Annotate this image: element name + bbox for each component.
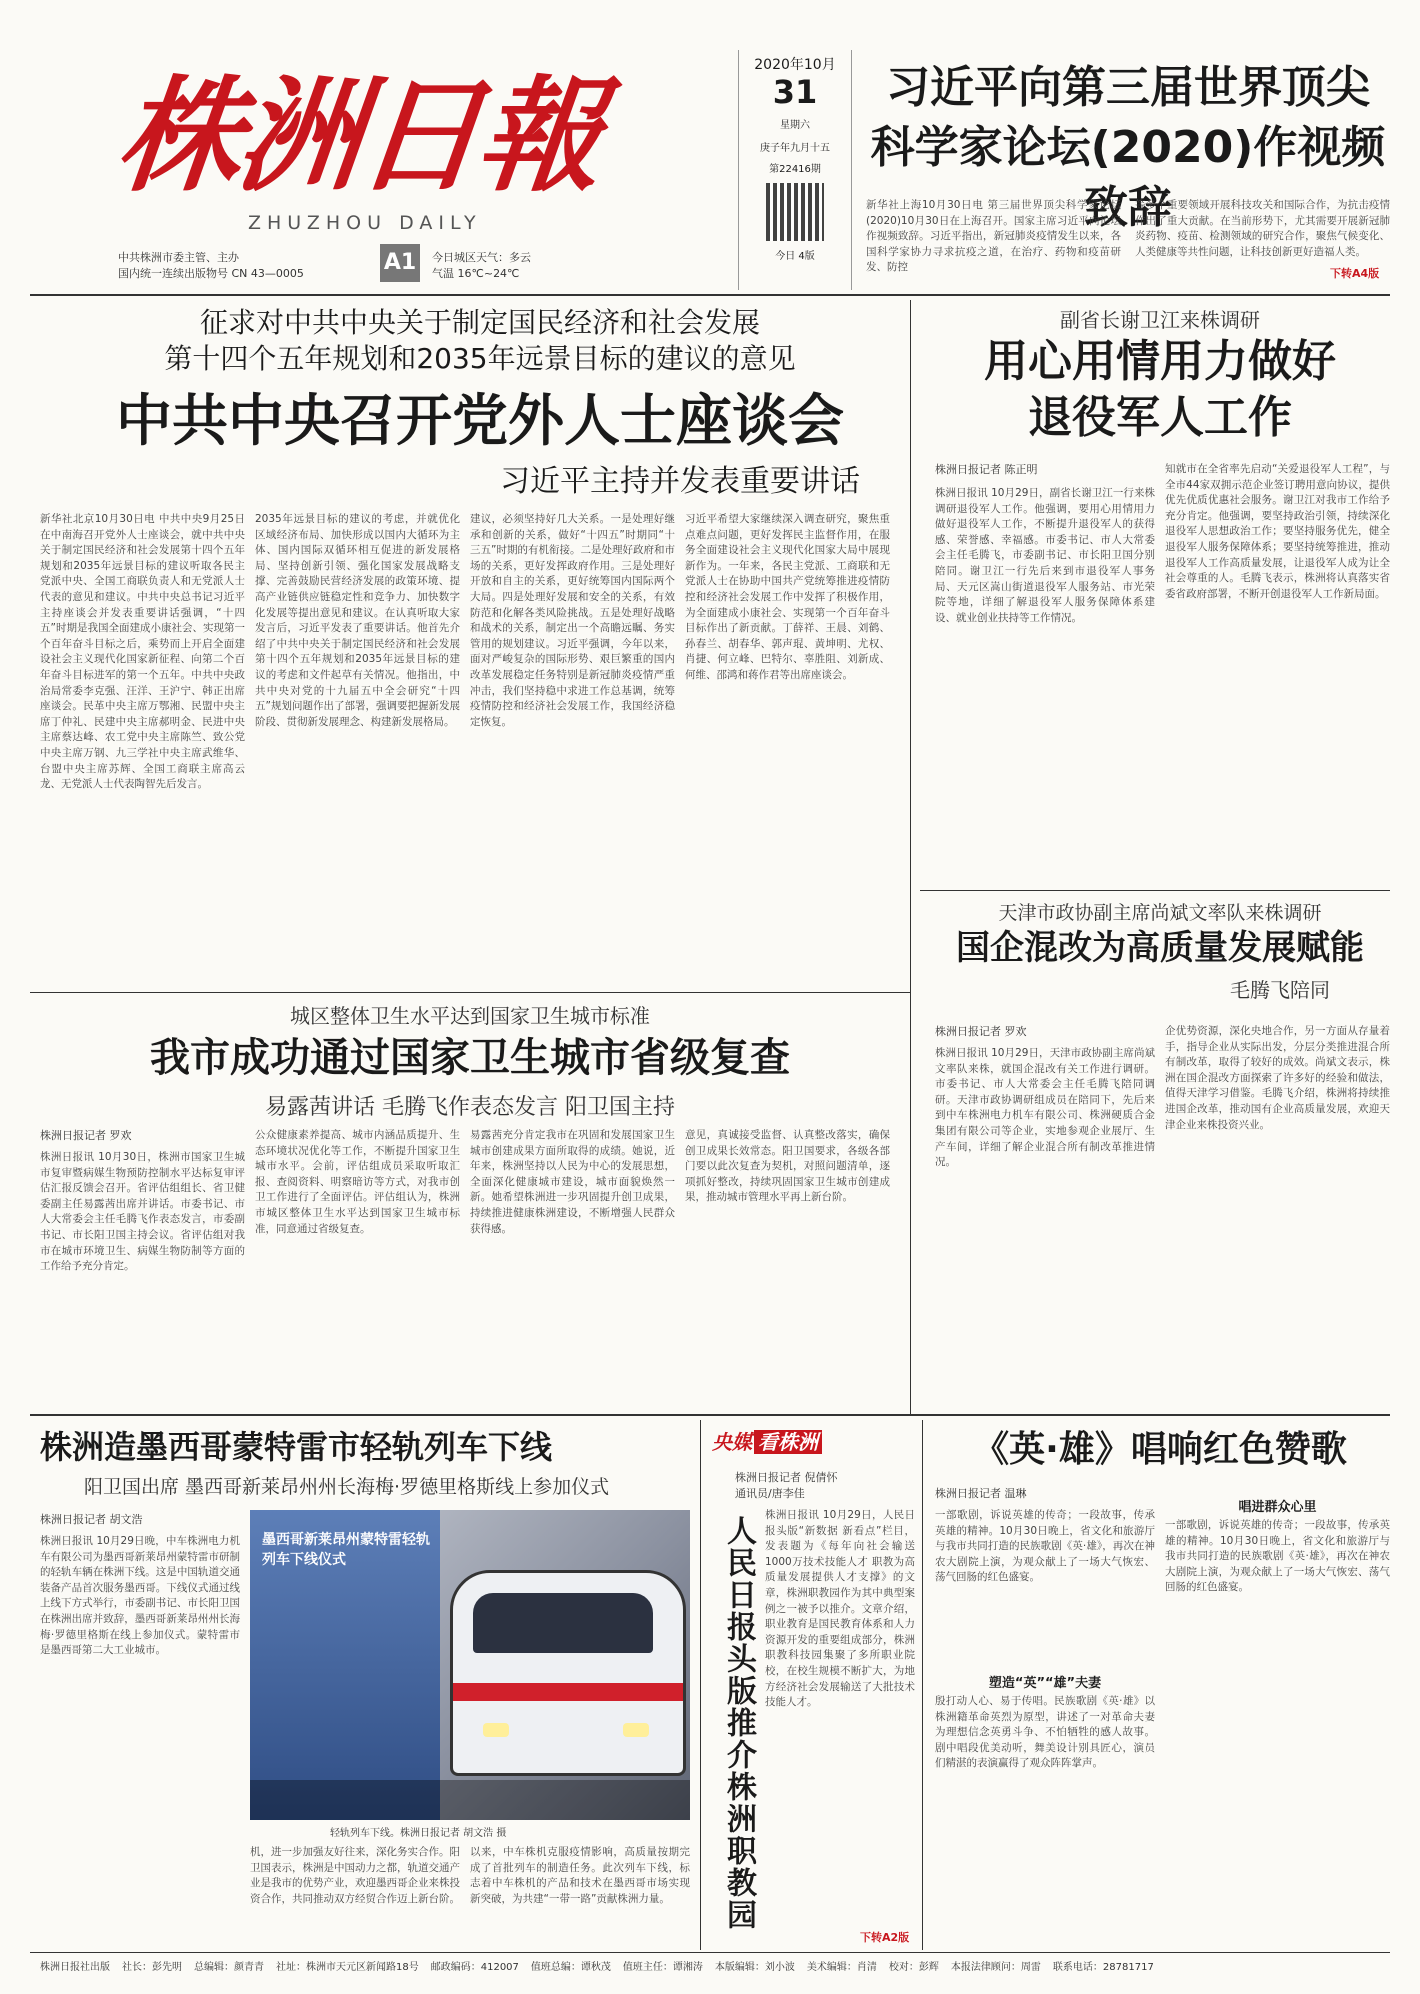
tram-headline: 株洲造墨西哥蒙特雷市轻轨列车下线 xyxy=(40,1428,553,1466)
top-story-col1: 新华社上海10月30日电 第三届世界顶尖科学家论坛(2020)10月30日在上海召开。国家主席习近平向论坛作视频致辞。习近平指出，新冠肺炎疫情发生以来，各国科学家协力寻求抗疫之道，在治疗、药物和疫苗研发、防控 xyxy=(866,199,1121,274)
footer-phone: 联系电话：28781717 xyxy=(1052,1962,1154,1973)
veterans-headline-line2: 退役军人工作 xyxy=(1028,392,1292,443)
lunar-date: 庚子年九月十五 xyxy=(760,143,830,154)
tram-photo-caption: 轻轨列车下线。株洲日报记者 胡文浩 摄 xyxy=(330,1828,507,1839)
health-byline: 株洲日报记者 罗欢 xyxy=(40,1129,132,1142)
people-logo xyxy=(712,1426,822,1455)
main-col4: 习近平希望大家继续深入调查研究，聚焦重点难点问题，更好发挥民主监督作用，在服务全面建设社会主义现代化国家大局中展现新作为。一年来，各民主党派、工商联和无党派人士在协助中国共产党统筹推进疫情防控和经济社会发展工作中发挥了积极作用，为全面建成小康社会、实现第一个百年奋斗目标作出了新贡献。丁薛祥、王晨、刘鹤、孙春兰、胡春华、郭声琨、黄坤明、尤权、肖捷、何立峰、巴特尔、辜胜阻、刘新成、何维、邵鸿和蒋作君等出席座谈会。 xyxy=(685,513,890,681)
soe-subhead: 毛腾飞陪同 xyxy=(1230,978,1330,1002)
tram-col3: 以来，中车株机克服疫情影响，高质量按期完成了首批列车的制造任务。此次列车下线，标志着中车株机的产品和技术在墨西哥市场实现新突破，为共建“一带一路”贡献株洲力量。 xyxy=(470,1846,690,1905)
footer-night-editor: 值班总编：谭秋茂 xyxy=(530,1962,611,1973)
masthead-logo: 株洲日報 xyxy=(110,64,606,209)
footer-postcode: 邮政编码：412007 xyxy=(430,1962,519,1973)
date-month: 2020年10月 xyxy=(754,57,836,73)
tram-subhead: 阳卫国出席 墨西哥新莱昂州州长海梅·罗德里格斯线上参加仪式 xyxy=(84,1476,610,1498)
opera-col1: 一部歌剧，诉说英雄的传奇；一段故事，传承英雄的精神。10月30日晚上，省文化和旅游厅与我市共同打造的民族歌剧《英·雄》，再次在神农大剧院上演，为观众献上了一场大气恢宏、荡气回肠的红色盛宴。 xyxy=(935,1509,1155,1584)
main-headline: 中共中央召开党外人士座谈会 xyxy=(116,389,844,454)
main-kicker-line2: 第十四个五年规划和2035年远景目标的建议的意见 xyxy=(164,342,796,375)
masthead-english: ZHUZHOU DAILY xyxy=(248,212,482,234)
main-col3: 建议，必须坚持好几大关系。一是处理好继承和创新的关系，做好“十四五”时期同“十三五”时期的有机衔接。二是处理好政府和市场的关系，更好发挥政府作用。三是处理好开放和自主的关系，更好统筹国内国际两个大局。四是处理好发展和安全的关系，有效防范和化解各类风险挑战。五是处理好战略和战术的关系，制定出一个高瞻远瞩、务实管用的规划建议。习近平强调，今年以来，面对严峻复杂的国际形势、艰巨繁重的国内改革发展稳定任务特别是新冠肺炎疫情严重冲击，我们坚持稳中求进工作总基调，统筹疫情防控和经济社会发展工作，我国经济稳定恢复。 xyxy=(470,513,675,728)
people-vertical-title: 人民日报头版推介株洲职教园 xyxy=(721,1515,756,1931)
top-story-jump: 下转A4版 xyxy=(1330,267,1380,280)
veterans-kicker: 副省长谢卫江来株调研 xyxy=(1060,308,1260,332)
opera-headline: 《英·雄》唱响红色赞歌 xyxy=(973,1429,1347,1470)
footer-publisher: 株洲日报社出版 xyxy=(40,1962,110,1973)
people-col1: 株洲日报讯 10月29日，人民日报头版“新数据 新看点”栏目，发表题为《每年向社会输送1000万技术技能人才 职教为高质量发展提供人才支撑》的文章，株洲职教园作为其中典型案例之一被予以推介。文章介绍，职业教育是国民教育体系和人力资源开发的重要组成部分，株洲职教科技园集聚了多所职业院校，在校生规模不断扩大，为地方经济社会发展输送了大批技术技能人才。 xyxy=(765,1509,915,1709)
weather: 今日城区天气：多云 xyxy=(432,251,531,264)
date-box xyxy=(738,50,852,290)
main-col1: 新华社北京10月30日电 中共中央9月25日在中南海召开党外人士座谈会，就中共中央关于制定国民经济和社会发展第十四个五年规划和2035年远景目标的建议听取各民主党派中央、全国工商联负责人和无党派人士代表的意见和建议。中共中央总书记习近平主持座谈会并发表重要讲话强调，“十四五”时期是我国全面建成小康社会、实现第一个百年奋斗目标之后，乘势而上开启全面建设社会主义现代化国家新征程、向第二个百年奋斗目标进军的第一个五年。中共中央政治局常委李克强、汪洋、王沪宁、韩正出席座谈会。民革中央主席万鄂湘、民盟中央主席丁仲礼、民建中央主席郝明金、民进中央主席蔡达峰、农工党中央主席陈竺、致公党中央主席万钢、九三学社中央主席武维华、台盟中央主席苏辉、全国工商联主席高云龙、无党派人士代表陶智先后发言。 xyxy=(40,513,245,791)
footer-duty-editor: 值班主任：谭湘涛 xyxy=(622,1962,703,1973)
people-jump: 下转A2版 xyxy=(860,1931,910,1944)
top-story-col2: 等多个重要领域开展科技攻关和国际合作，为抗击疫情作出了重大贡献。在当前形势下，尤其需要开展新冠肺炎药物、疫苗、检测领域的研究合作，聚焦气候变化、人类健康等共性问题，让科技创新更好造福人类。 xyxy=(1135,199,1390,258)
tram-byline: 株洲日报记者 胡文浩 xyxy=(40,1513,143,1526)
opera-col2-cont: 殷打动人心、易于传唱。民族歌剧《英·雄》以株洲籍革命英烈为原型，讲述了一对革命夫妻为理想信念英勇斗争、不怕牺牲的感人故事。剧中唱段优美动听，舞美设计别具匠心，演员们精湛的表演赢得了观众阵阵掌声。 xyxy=(935,1695,1155,1770)
issue-number: 第22416期 xyxy=(769,164,821,175)
cn-number: 国内统一连续出版物号 CN 43—0005 xyxy=(118,267,304,280)
pages-today: 今日 4版 xyxy=(775,251,815,262)
opera-byline: 株洲日报记者 温琳 xyxy=(935,1487,1027,1500)
footer xyxy=(40,1958,1380,1973)
page-number: A1 xyxy=(380,244,420,282)
main-subhead: 习近平主持并发表重要讲话 xyxy=(500,464,860,499)
date-day: 31 xyxy=(772,73,818,111)
soe-byline: 株洲日报记者 罗欢 xyxy=(935,1025,1027,1038)
top-story-headline-line1: 习近平向第三届世界顶尖 xyxy=(886,62,1370,113)
health-col2: 公众健康素养提高、城市内涵品质提升、生态环境状况优化等工作，不断提升国家卫生城市水平。会前，评估组成员采取听取汇报、查阅资料、明察暗访等方式，对我市创卫工作进行了全面评估。评估组认为，株洲市城区整体卫生水平达到国家卫生城市标准，同意通过省级复查。 xyxy=(255,1129,460,1235)
opera-section2: 唱进群众心里 xyxy=(1238,1500,1317,1515)
health-col3: 易露茜充分肯定我市在巩固和发展国家卫生城市创建成果方面所取得的成绩。她说，近年来，株洲坚持以人民为中心的发展思想，全面深化健康城市建设，城市面貌焕然一新。她希望株洲进一步巩固提升创卫成果，持续推进健康株洲建设，不断增强人民群众获得感。 xyxy=(470,1129,675,1235)
opera-section: 塑造“英”“雄”夫妻 xyxy=(988,1676,1102,1691)
health-headline: 我市成功通过国家卫生城市省级复查 xyxy=(150,1035,790,1081)
tram-col2: 机，进一步加强友好往来，深化务实合作。阳卫国表示，株洲是中国动力之都，轨道交通产业是我市的优势产业，欢迎墨西哥企业来株投资合作，共同推动双方经贸合作迈上新台阶。 xyxy=(250,1846,460,1905)
people-logo-a: 央媒 xyxy=(712,1430,752,1454)
main-col2: 2035年远景目标的建议的考虑，并就优化区域经济布局、加快形成以国内大循环为主体、国内国际双循环相互促进的新发展格局、坚持创新引领、强化国家发展战略支撑、完善鼓励民营经济发展的政策环境、提高产业链供应链稳定性和竞争力、加快数字化发展等提出意见和建议。在认真听取大家发言后，习近平发表了重要讲话。他首先介绍了中共中央关于制定国民经济和社会发展第十四个五年规划和2035年远景目标的建议的考虑和文件起草有关情况。他指出，中共中央对党的十九届五中全会研究“十四五”规划问题作出了部署，强调要把握新发展阶段、贯彻新发展理念、构建新发展格局。 xyxy=(255,513,460,728)
soe-col1: 株洲日报讯 10月29日，天津市政协副主席尚斌文率队来株，就国企混改有关工作进行调研。市委书记、市人大常委会主任毛腾飞陪同调研。天津市政协调研组成员在陪同下，先后来到中车株洲电力机车有限公司、株洲硬质合金集团有限公司等企业，实地参观企业展厅、生产车间，详细了解企业混合所有制改革推进情况。 xyxy=(935,1047,1155,1169)
temperature: 气温 16℃~24℃ xyxy=(432,267,520,280)
health-col1: 株洲日报讯 10月30日，株洲市国家卫生城市复审暨病媒生物预防控制水平达标复审评估汇报反馈会召开。省评估组组长、省卫健委副主任易露茜出席并讲话。市委书记、市人大常委会主任毛腾飞作表态发言，市委副书记、市长阳卫国主持会议。省评估组对我市在城市环境卫生、病媒生物防制等方面的工作给予充分肯定。 xyxy=(40,1151,245,1273)
footer-designer: 美术编辑：肖清 xyxy=(806,1962,877,1973)
tram-photo xyxy=(250,1510,690,1820)
footer-proofreader: 校对：彭辉 xyxy=(888,1962,939,1973)
veterans-col1: 株洲日报讯 10月29日，副省长谢卫江一行来株调研退役军人工作。他强调，要用心用情用力做好退役军人工作，不断提升退役军人的获得感、荣誉感、幸福感。市委书记、市人大常委会主任毛腾飞，市委副书记、市长阳卫国分别陪同。谢卫江一行先后来到市退役军人事务局、天元区嵩山街道退役军人服务站、市光荣院等地，详细了解退役军人服务保障体系建设、就业创业扶持等工作情况。 xyxy=(935,487,1155,624)
people-byline-2: 通讯员/唐李佳 xyxy=(735,1487,805,1500)
tram-train-illustration xyxy=(450,1570,686,1776)
weekday: 星期六 xyxy=(780,120,810,131)
footer-address: 社址：株洲市天元区新闻路18号 xyxy=(276,1962,419,1973)
footer-ceo: 社长：彭先明 xyxy=(122,1962,182,1973)
tram-photo-sign: 墨西哥新莱昂州蒙特雷轻轨列车下线仪式 xyxy=(262,1532,430,1568)
people-logo-b: 看株洲 xyxy=(754,1430,822,1454)
tram-col1: 株洲日报讯 10月29日晚，中车株洲电力机车有限公司为墨西哥新莱昂州蒙特雷市研制的轻轨车辆在株洲下线。这是中国轨道交通装备产品首次服务墨西哥。下线仪式通过线上线下方式举行，市委副书记、市长阳卫国在株洲出席并致辞，墨西哥新莱昂州州长海梅·罗德里格斯在线上参加仪式。蒙特雷市是墨西哥第二大工业城市。 xyxy=(40,1535,240,1657)
soe-col2: 企优势资源，深化央地合作，另一方面从存量着手，指导企业从实际出发，分层分类推进混合所有制改革，取得了较好的成效。尚斌文表示，株洲在国企混改方面探索了许多好的经验和做法，值得天津学习借鉴。毛腾飞介绍，株洲将持续推进国企改革，推动国有企业高质量发展，欢迎天津企业来株投资兴业。 xyxy=(1165,1025,1390,1131)
people-byline-1: 株洲日报记者 倪倩怀 xyxy=(735,1471,838,1484)
veterans-col2: 知就市在全省率先启动“关爱退役军人工程”，与全市44家双拥示范企业签订聘用意向协议，提供优先优质优惠社会服务。谢卫江对我市工作给予充分肯定。他强调，要坚持政治引领，持续深化退役军人思想政治工作；要坚持服务优先，健全退役军人服务保障体系；要坚持统筹推进，推动退役军人工作高质量发展，让退役军人成为让全社会尊重的人。毛腾飞表示，株洲将认真落实省委省政府部署，不断开创退役军人工作新局面。 xyxy=(1165,463,1390,600)
health-kicker: 城区整体卫生水平达到国家卫生城市标准 xyxy=(290,1004,650,1028)
qr-code-icon xyxy=(766,183,824,241)
footer-chief-editor: 总编辑：颜青青 xyxy=(194,1962,264,1973)
health-subhead: 易露茜讲话 毛腾飞作表态发言 阳卫国主持 xyxy=(265,1095,675,1120)
publisher-line: 中共株洲市委主管、主办 xyxy=(118,251,239,264)
soe-headline: 国企混改为高质量发展赋能 xyxy=(956,928,1364,968)
footer-legal: 本报法律顾问：周雷 xyxy=(950,1962,1041,1973)
main-kicker-line1: 征求对中共中央关于制定国民经济和社会发展 xyxy=(199,306,760,339)
opera-col3: 一部歌剧，诉说英雄的传奇；一段故事，传承英雄的精神。10月30日晚上，省文化和旅游厅与我市共同打造的民族歌剧《英·雄》，再次在神农大剧院上演，为观众献上了一场大气恢宏、荡气回肠的红色盛宴。 xyxy=(1165,1519,1390,1594)
footer-page-editor: 本版编辑：刘小波 xyxy=(714,1962,795,1973)
top-story-headline-line2: 科学家论坛(2020)作视频致辞 xyxy=(870,122,1386,233)
soe-kicker: 天津市政协副主席尚斌文率队来株调研 xyxy=(998,902,1322,924)
health-col4: 意见，真诚接受监督、认真整改落实，确保创卫成果长效常态。阳卫国要求，各级各部门要以此次复查为契机，对照问题清单，逐项抓好整改，持续巩固国家卫生城市创建成果，推动城市管理水平再上新台阶。 xyxy=(685,1129,890,1204)
veterans-headline-line1: 用心用情用力做好 xyxy=(984,336,1336,387)
veterans-byline: 株洲日报记者 陈正明 xyxy=(935,463,1038,476)
